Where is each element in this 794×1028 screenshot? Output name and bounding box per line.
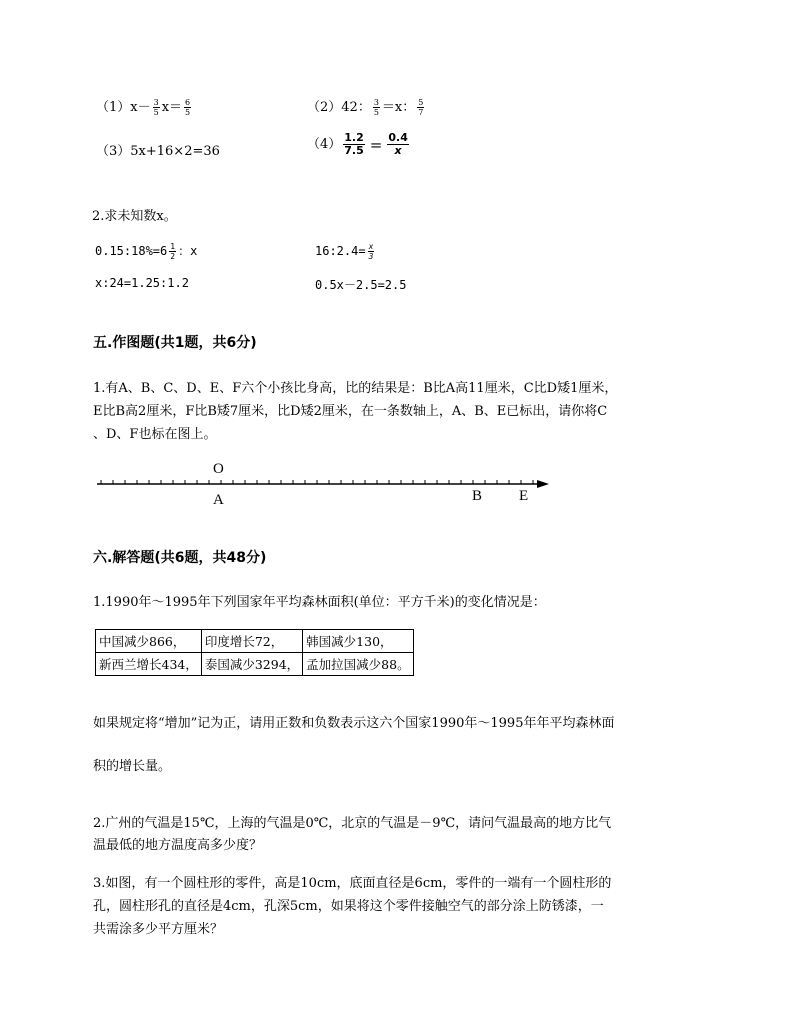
section-6-title: 六.解答题(共6题，共48分) xyxy=(93,550,267,566)
table-cell: 孟加拉国减少88。 xyxy=(303,653,413,676)
fraction xyxy=(387,132,409,157)
fraction-denominator: 5 xyxy=(185,108,191,117)
fraction-numerator: 3 xyxy=(373,98,379,107)
fraction-denominator: 7 xyxy=(418,108,424,117)
equals-sign: = xyxy=(369,135,383,154)
equation-1-mid: x＝ xyxy=(161,100,183,115)
table-cell: 新西兰增长434， xyxy=(96,653,202,676)
equation-1-prefix: （1）x－ xyxy=(96,100,151,115)
point-label-e: E xyxy=(519,488,529,504)
section-6-question-3-line: 共需涂多少平方厘米？ xyxy=(93,922,224,937)
table-cell: 韩国减少130， xyxy=(303,630,413,653)
fraction-numerator: 5 xyxy=(418,98,424,107)
fraction xyxy=(368,242,375,261)
number-line xyxy=(0,455,794,511)
section-5-question-line: 、D、F也标在图上。 xyxy=(93,427,217,442)
equation-4-prefix: （4） xyxy=(307,137,342,152)
equation-a-suffix: ：x xyxy=(178,244,198,258)
table-cell: 泰国减少3294， xyxy=(201,653,302,676)
section-6-question-1-text: 积的增长量。 xyxy=(93,759,172,774)
equation-1 xyxy=(96,96,193,117)
section-6-question-3-line: 孔，圆柱形孔的直径是4cm，孔深5cm，如果将这个零件接触空气的部分涂上防锈漆，一 xyxy=(93,899,604,914)
table-cell: 印度增长72， xyxy=(201,630,302,653)
point-label-b: B xyxy=(472,488,483,504)
point-label-a: A xyxy=(213,492,224,508)
question-2-equation-d: 0.5x－2.5=2.5 xyxy=(315,278,407,292)
forest-change-table xyxy=(95,629,414,676)
fraction xyxy=(373,98,380,117)
fraction-denominator: 5 xyxy=(373,108,379,117)
equation-2-mid: ＝x： xyxy=(381,100,416,115)
fraction-numerator: 1 xyxy=(170,242,176,251)
question-2-equation-c: x:24=1.25:1.2 xyxy=(95,276,189,290)
question-2-title: 2.求未知数x。 xyxy=(92,209,177,224)
question-2-equation-a xyxy=(95,242,197,261)
fraction xyxy=(417,98,424,117)
equation-a-prefix: 0.15:18%=6 xyxy=(95,244,168,258)
section-6-question-2-line: 2.广州的气温是15℃，上海的气温是0℃，北京的气温是－9℃，请问气温最高的地方比气 xyxy=(93,816,612,831)
section-6-question-2-line: 温最低的地方温度高多少度？ xyxy=(93,838,263,853)
fraction-numerator: x xyxy=(368,242,374,251)
fraction-denominator: 5 xyxy=(153,108,159,117)
equation-3: （3）5x+16×2=36 xyxy=(96,144,220,159)
equation-2-prefix: （2）42： xyxy=(307,100,371,115)
table-cell: 中国减少866， xyxy=(96,630,202,653)
fraction-numerator: 3 xyxy=(153,98,159,107)
section-6-question-1-text: 如果规定将“增加”记为正，请用正数和负数表示这六个国家1990年～1995年年平均森林面 xyxy=(93,716,615,731)
fraction-denominator: 7.5 xyxy=(344,144,364,157)
fraction xyxy=(184,98,191,117)
fraction xyxy=(343,132,365,157)
origin-label: O xyxy=(213,461,224,477)
equation-4 xyxy=(307,132,411,157)
section-6-question-1-intro: 1.1990年～1995年下列国家年平均森林面积(单位：平方千米)的变化情况是： xyxy=(93,595,546,610)
table-row xyxy=(96,653,414,676)
question-2-equation-b xyxy=(315,242,376,261)
equation-2 xyxy=(307,96,426,117)
section-5-title: 五.作图题(共1题，共6分) xyxy=(93,335,257,351)
section-6-question-3-line: 3.如图，有一个圆柱形的零件，高是10cm，底面直径是6cm，零件的一端有一个圆柱形的 xyxy=(93,876,612,891)
fraction-numerator: 0.4 xyxy=(388,131,408,144)
table-row xyxy=(96,630,414,653)
fraction xyxy=(169,242,176,261)
fraction-denominator: 2 xyxy=(170,252,176,261)
number-line-arrowhead xyxy=(537,480,549,488)
fraction-denominator: 3 xyxy=(368,252,374,261)
section-5-question-line: E比B高2厘米，F比B矮7厘米，比D矮2厘米，在一条数轴上，A、B、E已标出，请你将C xyxy=(93,404,608,419)
fraction-numerator: 6 xyxy=(185,98,191,107)
equation-b-prefix: 16:2.4= xyxy=(315,244,366,258)
section-5-question-line: 1.有A、B、C、D、E、F六个小孩比身高，比的结果是：B比A高11厘米，C比D矮1厘米， xyxy=(93,381,618,396)
fraction-numerator: 1.2 xyxy=(344,131,364,144)
fraction xyxy=(153,98,160,117)
fraction-denominator: x xyxy=(394,144,402,157)
